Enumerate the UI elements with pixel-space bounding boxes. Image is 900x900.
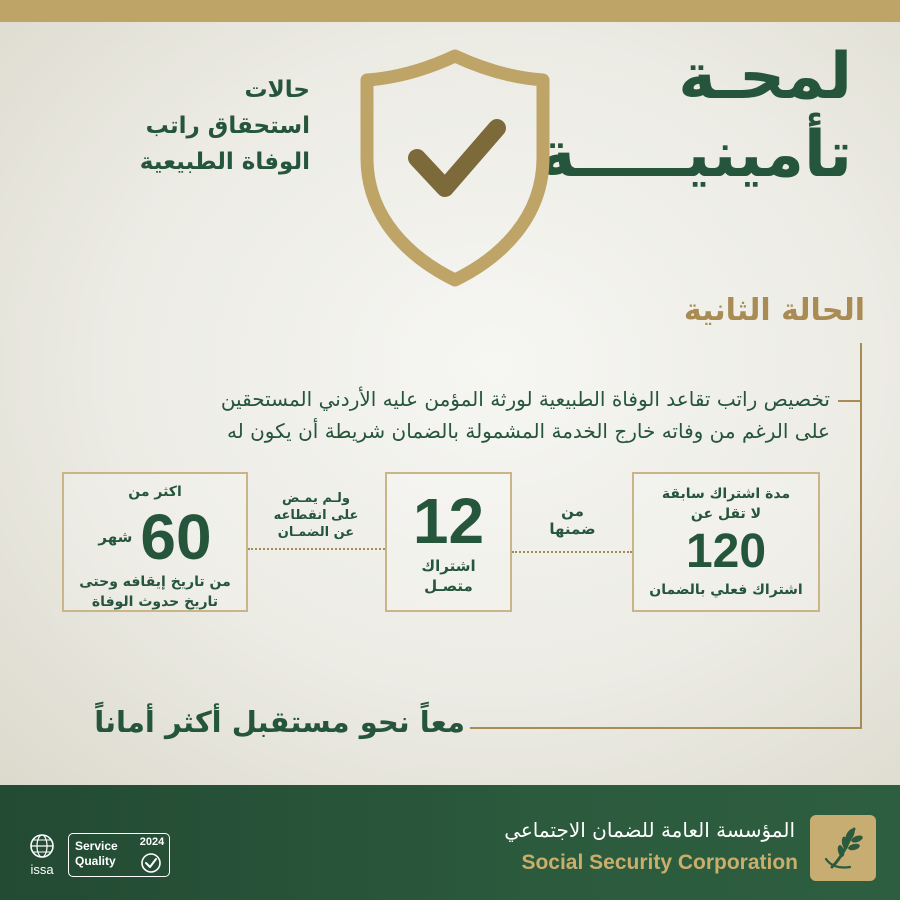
connector1-line-1: من: [561, 502, 584, 520]
condition-card-120: [632, 472, 820, 612]
connector-dotted-1: [512, 551, 632, 553]
org-name-arabic: المؤسسة العامة للضمان الاجتماعي: [504, 818, 795, 842]
card2-line-1: اشتراك: [421, 557, 476, 575]
description: [30, 383, 830, 447]
card1-number: 120: [685, 525, 767, 578]
org-name-english: Social Security Corporation: [521, 851, 798, 874]
page-title: [537, 38, 852, 194]
bracket-tick-bottom: [470, 727, 862, 729]
card1-top-line-2: لا تقل عن: [690, 506, 762, 522]
service-quality-text: [75, 839, 135, 869]
card3-bottom-line-2: تاريخ حدوث الوفاة: [91, 594, 219, 610]
card3-number: 60: [140, 501, 212, 573]
wheat-logo-icon: [810, 815, 876, 881]
card2-line-2: متصـل: [424, 577, 473, 595]
connector2-line-2: على انقطاعه: [273, 508, 359, 523]
connector1-label: [520, 502, 625, 538]
subtitle-line-1: حالات: [244, 77, 310, 103]
service-quality-badge: [68, 833, 170, 877]
connector2-label: [252, 490, 380, 541]
bracket-tick-top: [838, 400, 860, 402]
card3-top: اكثر من: [128, 484, 182, 500]
condition-card-12: [385, 472, 512, 612]
card2-number: 12: [412, 485, 485, 557]
condition-card-60: [62, 472, 248, 612]
description-line-2: على الرغم من وفاته خارج الخدمة المشمولة بالضمان شريطة أن يكون له: [226, 419, 830, 443]
quality-check-icon: [139, 851, 163, 875]
case-title: الحالة الثانية: [683, 293, 865, 328]
service-quality-line-1: Service: [75, 839, 118, 853]
subtitle-line-3: الوفاة الطبيعية: [139, 149, 310, 175]
connector-dotted-2: [248, 548, 385, 550]
subtitle: [90, 72, 310, 180]
connector2-line-3: عن الضمـان: [277, 525, 355, 540]
ssc-logo: [810, 815, 876, 881]
issa-label: issa: [30, 862, 54, 877]
issa-logo: [22, 833, 62, 881]
bracket-line: [860, 343, 862, 728]
title-line-1: لمحـة: [678, 40, 852, 114]
top-gold-bar: [0, 0, 900, 22]
subtitle-line-2: استحقاق راتب: [145, 113, 310, 139]
card1-top-line-1: مدة اشتراك سابقة: [661, 486, 791, 502]
service-quality-line-2: Quality: [75, 854, 116, 868]
card3-bottom-line-1: من تاريخ إيقافه وحتى: [79, 574, 231, 590]
title-line-2: تأمينيـــــة: [537, 118, 852, 192]
service-quality-year: 2024: [139, 836, 165, 848]
connector2-line-1: ولـم يمـض: [282, 491, 350, 506]
shield-check-icon: [355, 48, 555, 288]
card3-unit: شهر: [98, 528, 133, 546]
card1-bottom: اشتراك فعلي بالضمان: [649, 582, 803, 598]
description-line-1: تخصيص راتب تقاعد الوفاة الطبيعية لورثة المؤمن عليه الأردني المستحقين: [220, 387, 830, 411]
connector1-line-2: ضمنها: [549, 520, 596, 538]
card3-number-row: [64, 502, 246, 572]
slogan: معاً نحو مستقبل أكثر أماناً: [94, 705, 465, 739]
issa-globe-icon: [27, 833, 57, 859]
